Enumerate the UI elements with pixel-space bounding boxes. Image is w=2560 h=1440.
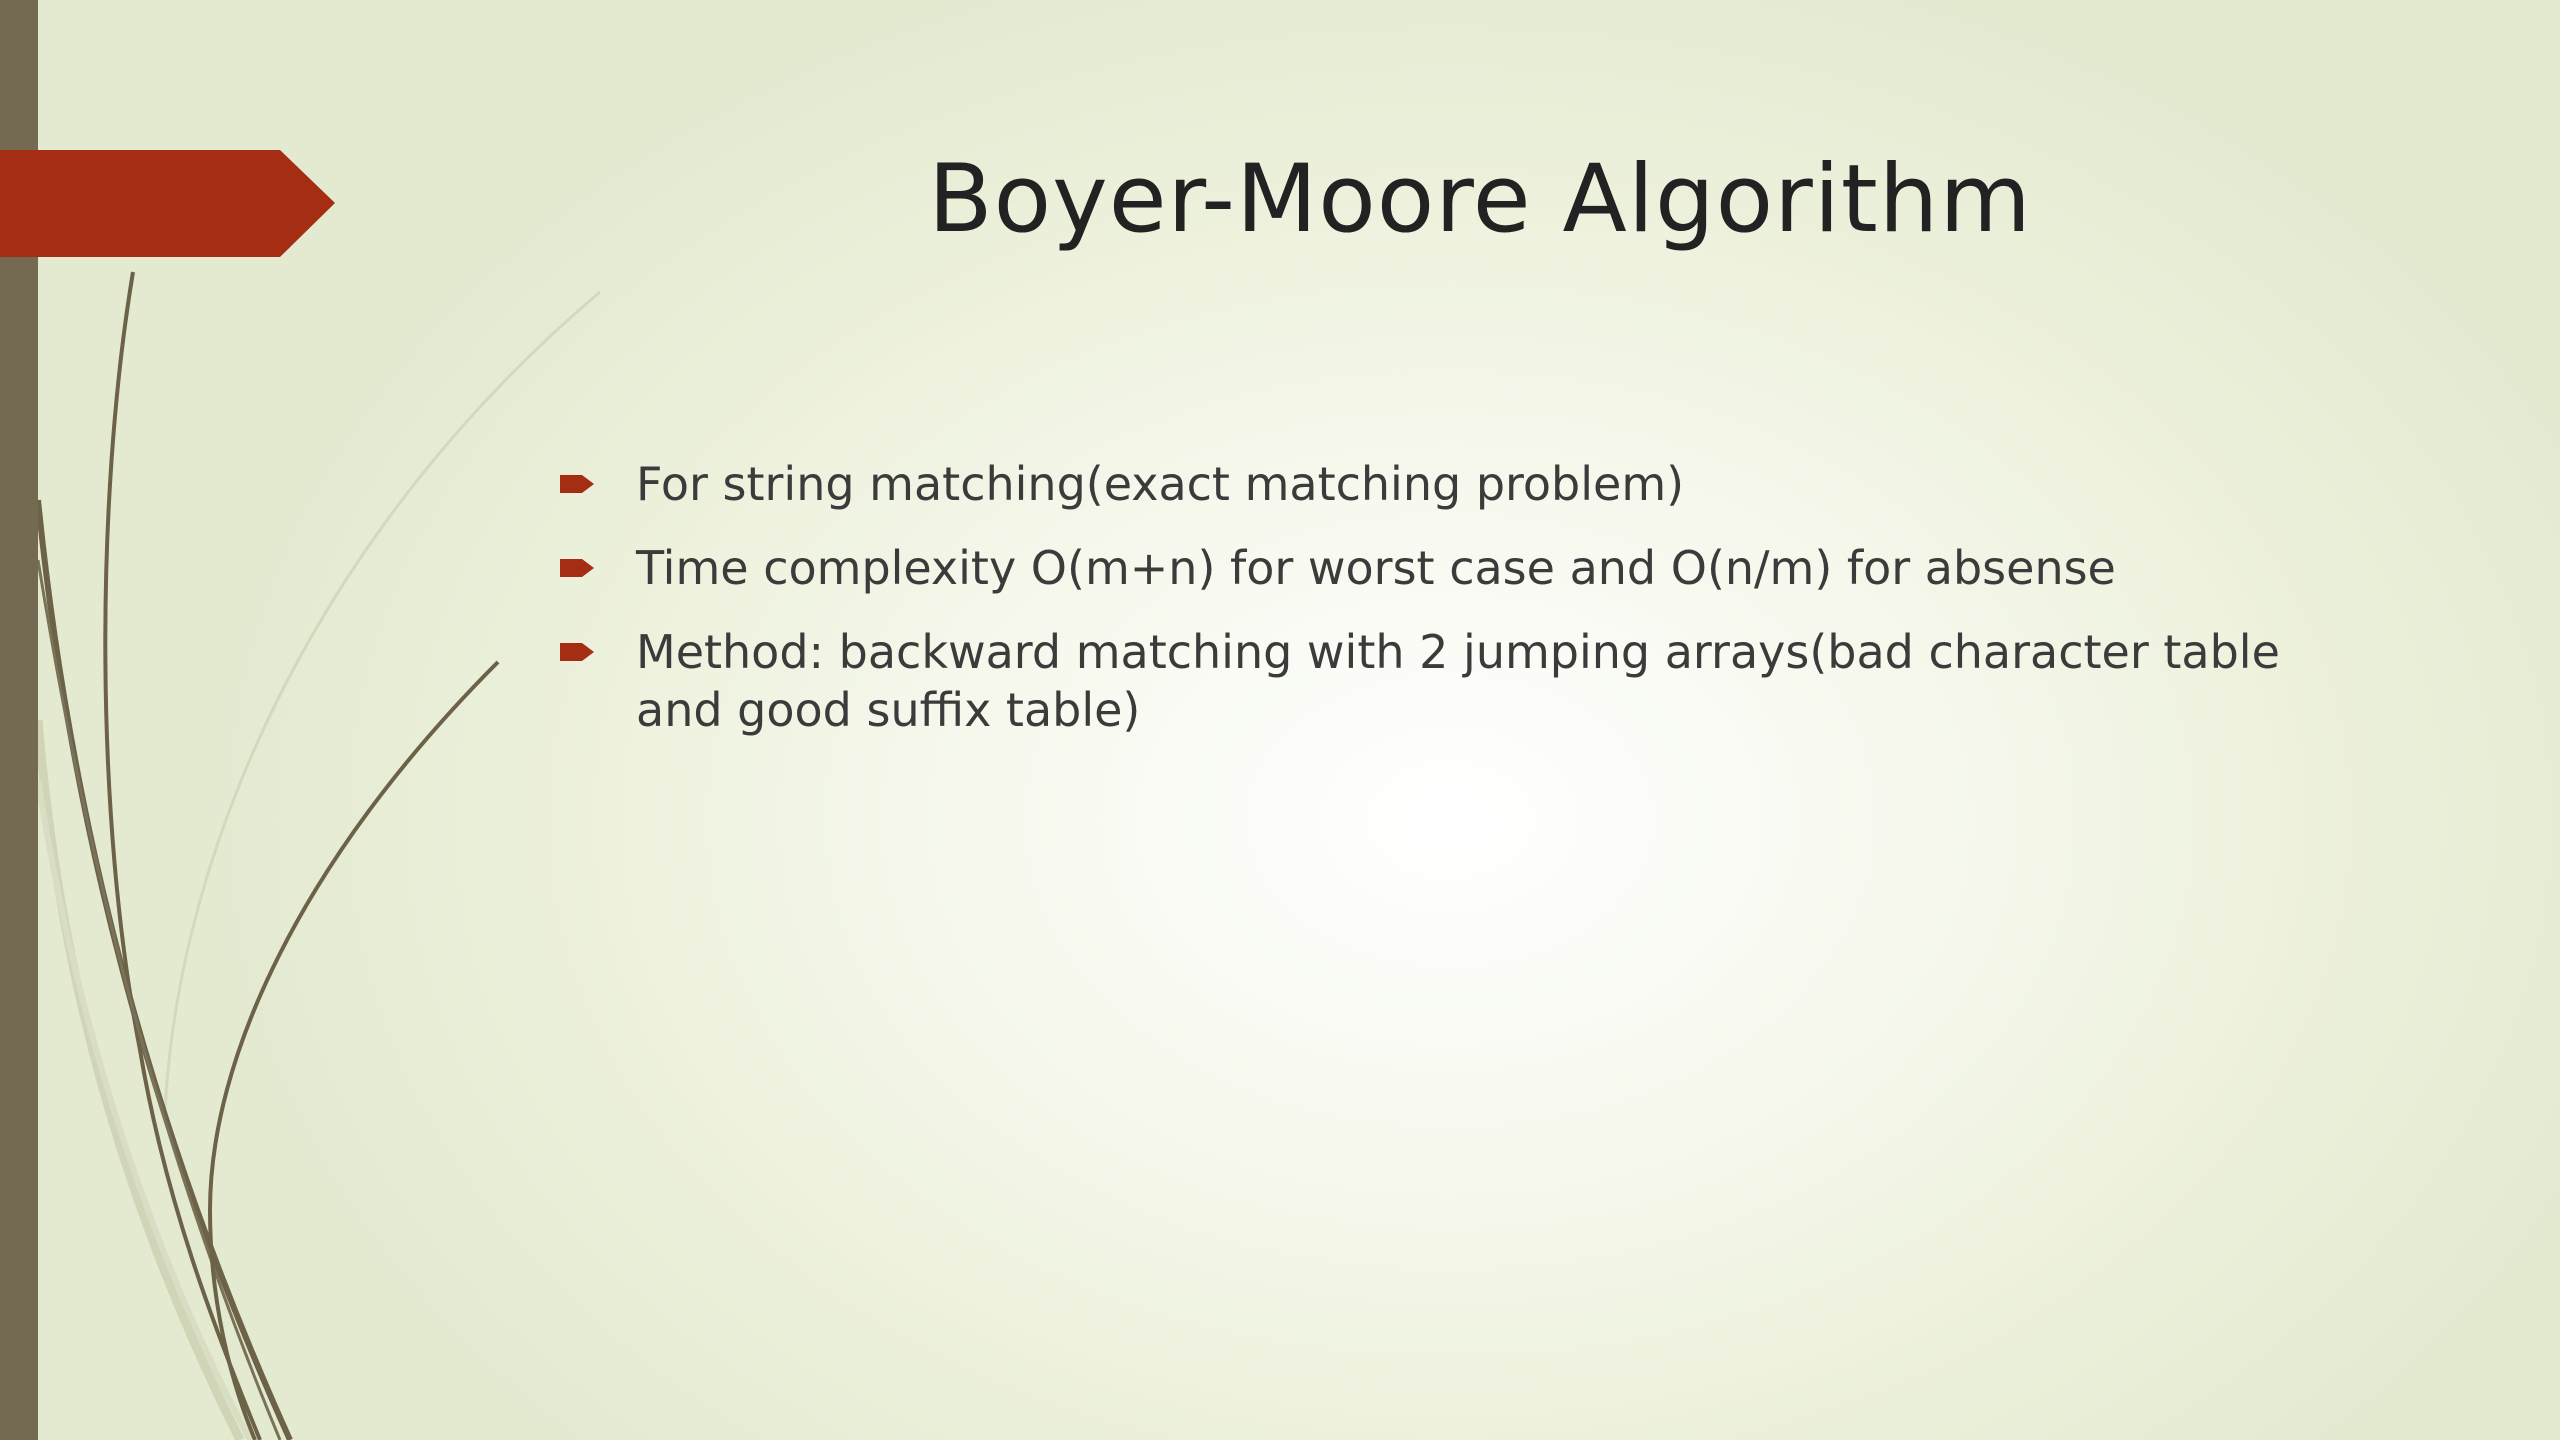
title-arrow-shape	[0, 0, 340, 260]
arrow-bullet-icon	[560, 556, 596, 580]
bullet-text: For string matching(exact matching problem)	[636, 457, 1685, 511]
bullet-text: Time complexity O(m+n) for worst case and O(n/m) for absense	[636, 541, 2116, 595]
bullet-item	[560, 539, 2360, 597]
bullet-list	[560, 455, 2360, 765]
arrow-bullet-icon	[560, 640, 596, 664]
bullet-text: Method: backward matching with 2 jumping arrays(bad character table and good suffix table)	[636, 625, 2280, 737]
arrow-bullet-icon	[560, 472, 596, 496]
slide-title: Boyer-Moore Algorithm	[928, 145, 2032, 254]
bullet-item	[560, 455, 2360, 513]
bullet-item	[560, 623, 2360, 739]
